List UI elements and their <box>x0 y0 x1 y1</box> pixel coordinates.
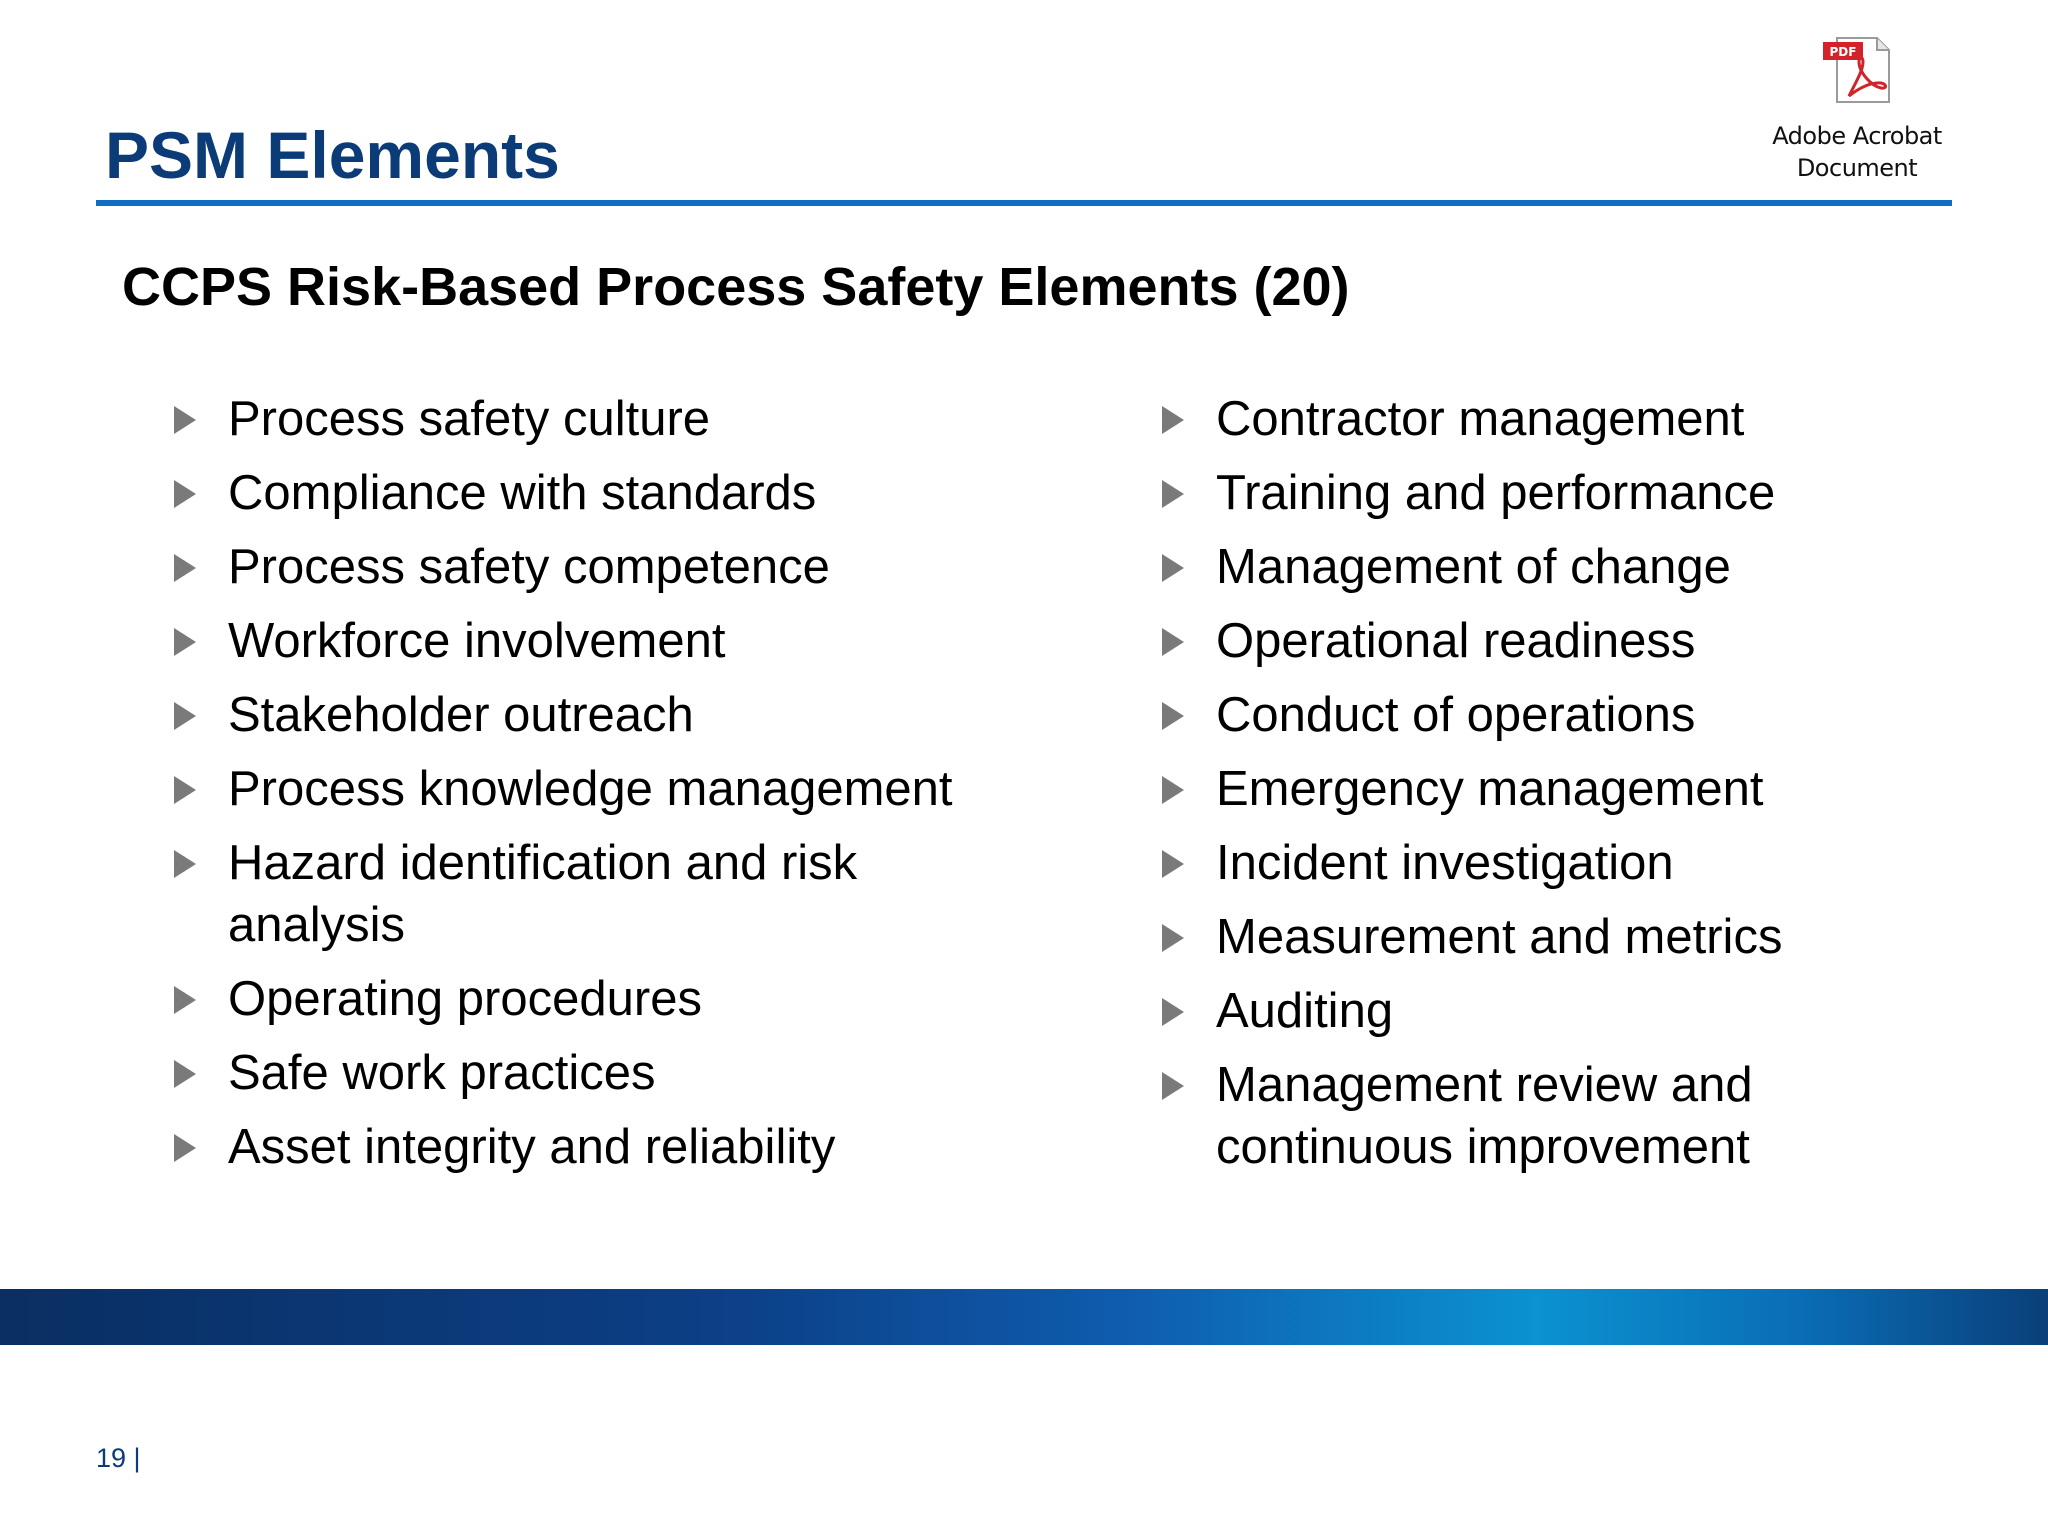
list-item-text: Management of change <box>1216 540 1731 594</box>
bullet-arrow-icon <box>1162 628 1184 656</box>
bullet-arrow-icon <box>174 702 196 730</box>
pdf-caption-line1: Adobe Acrobat <box>1772 122 1942 150</box>
list-item <box>172 1116 1012 1178</box>
list-item <box>172 536 1012 598</box>
list-item-text: Incident investigation <box>1216 836 1674 890</box>
bullet-arrow-icon <box>1162 998 1184 1026</box>
bullet-arrow-icon <box>174 480 196 508</box>
elements-list-right <box>1160 388 1940 1190</box>
list-item <box>172 832 1012 956</box>
list-item-text: Operational readiness <box>1216 614 1696 668</box>
bullet-arrow-icon <box>1162 1072 1184 1100</box>
bullet-arrow-icon <box>1162 850 1184 878</box>
list-item <box>172 1042 1012 1104</box>
list-item-text: Safe work practices <box>228 1046 656 1100</box>
pdf-caption <box>1762 120 1952 184</box>
list-item <box>1160 684 1940 746</box>
list-item <box>172 758 1012 820</box>
bullet-arrow-icon <box>1162 554 1184 582</box>
pdf-caption-line2: Document <box>1796 154 1918 182</box>
bullet-arrow-icon <box>174 406 196 434</box>
page-number: 19 | <box>96 1443 141 1473</box>
list-item-text: Emergency management <box>1216 762 1764 816</box>
list-item <box>1160 388 1940 450</box>
list-item-text: Process safety culture <box>228 392 711 446</box>
elements-list-left <box>172 388 1012 1190</box>
bullet-arrow-icon <box>1162 480 1184 508</box>
section-subtitle: CCPS Risk-Based Process Safety Elements (20) <box>122 257 1350 317</box>
list-item <box>172 968 1012 1030</box>
list-item-text: Workforce involvement <box>228 614 726 668</box>
list-item <box>172 462 1012 524</box>
list-item <box>172 610 1012 672</box>
bullet-arrow-icon <box>1162 406 1184 434</box>
bullet-arrow-icon <box>174 986 196 1014</box>
list-item-text: Conduct of operations <box>1216 688 1696 742</box>
list-item-text: Management review and continuous improvement <box>1216 1058 1753 1174</box>
list-item <box>1160 1054 1940 1178</box>
footer-gradient-band <box>0 1289 2048 1345</box>
bullet-arrow-icon <box>174 850 196 878</box>
list-item-text: Asset integrity and reliability <box>228 1120 836 1174</box>
pdf-attachment[interactable] <box>1762 36 1952 184</box>
title-divider <box>96 200 1952 206</box>
list-item <box>1160 832 1940 894</box>
bullet-arrow-icon <box>174 776 196 804</box>
list-item <box>1160 758 1940 820</box>
list-item <box>172 684 1012 746</box>
list-item <box>1160 980 1940 1042</box>
bullet-arrow-icon <box>1162 924 1184 952</box>
bullet-arrow-icon <box>174 1134 196 1162</box>
pdf-badge: PDF <box>1829 45 1857 59</box>
bullet-arrow-icon <box>174 628 196 656</box>
bullet-arrow-icon <box>174 554 196 582</box>
list-item-text: Process safety competence <box>228 540 830 594</box>
list-item <box>1160 462 1940 524</box>
list-item <box>1160 906 1940 968</box>
list-item-text: Stakeholder outreach <box>228 688 694 742</box>
list-item-text: Contractor management <box>1216 392 1745 446</box>
list-item <box>1160 536 1940 598</box>
list-item-text: Training and performance <box>1216 466 1776 520</box>
bullet-arrow-icon <box>1162 702 1184 730</box>
list-item-text: Compliance with standards <box>228 466 817 520</box>
bullet-arrow-icon <box>1162 776 1184 804</box>
list-item-text: Operating procedures <box>228 972 702 1026</box>
list-item-text: Measurement and metrics <box>1216 910 1783 964</box>
list-item-text: Process knowledge management <box>228 762 953 816</box>
list-item-text: Hazard identification and risk analysis <box>228 836 858 952</box>
list-item <box>172 388 1012 450</box>
bullet-arrow-icon <box>174 1060 196 1088</box>
list-item-text: Auditing <box>1216 984 1394 1038</box>
pdf-document-icon <box>1819 36 1895 106</box>
slide-title: PSM Elements <box>105 118 560 192</box>
list-item <box>1160 610 1940 672</box>
